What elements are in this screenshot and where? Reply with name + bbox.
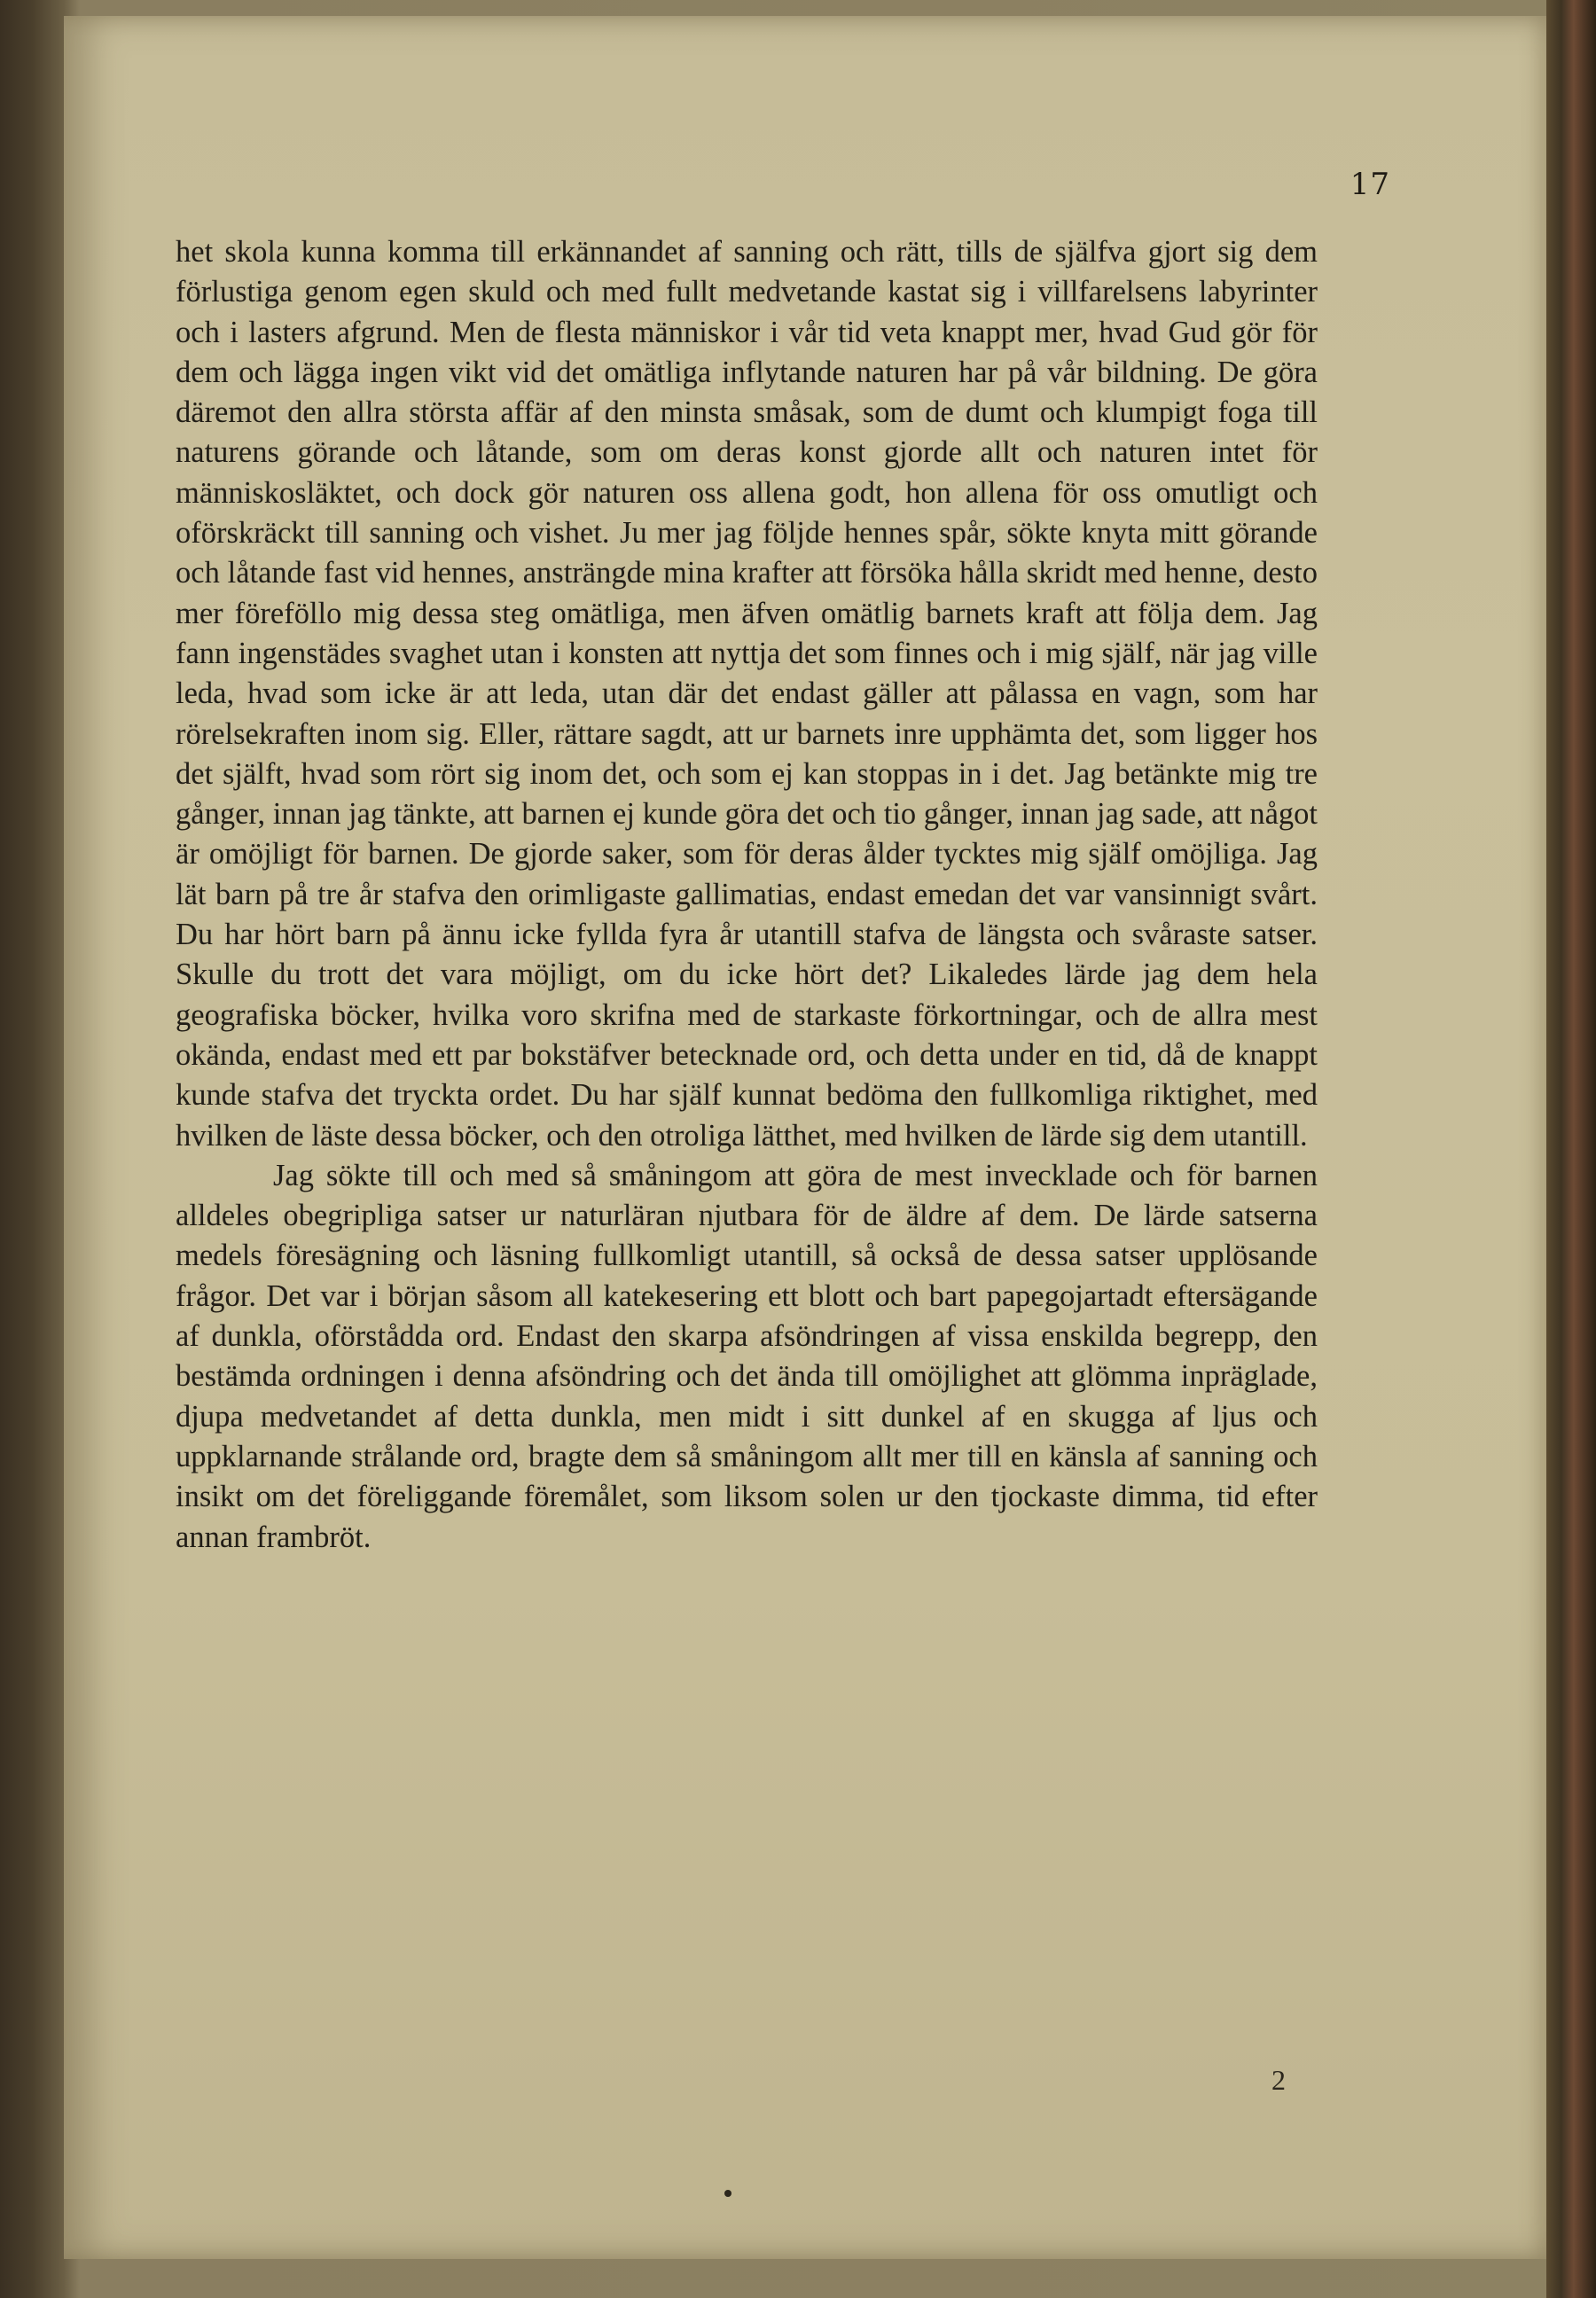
page-number: 17 <box>1350 167 1390 202</box>
paragraph-1: het skola kunna komma till erkännandet af sanning och rätt, tills de själfva gjort sig dem förlustiga genom egen skuld och med fullt medvetande kastat sig i villfarelsens labyrinter och i lasters afgrund. Men de flesta människor i vår tid veta knappt mer, hvad Gud gör för dem och lägga ingen vikt vid det omätliga inflytande naturen har på vår bildning. De göra däremot den allra största affär af den minsta småsak, som de dumt och klumpigt foga till naturens görande och låtande, som om deras konst gjorde allt och naturen intet för människosläktet, och dock gör naturen oss allena godt, hon allena för oss omutligt och oförskräckt till sanning och vishet. Ju mer jag följde hennes spår, sökte knyta mitt görande och låtande fast vid hennes, ansträngde mina krafter att försöka hålla skridt med henne, desto mer föreföllo mig dessa steg omätliga, men äfven omätlig barnets kraft att följa dem. Jag fann ingenstädes svaghet utan i konsten att nyttja det som finnes och i mig själf, när jag ville leda, hvad som icke är att leda, utan där det endast gäller att pålassa en vagn, som har rörelsekraften inom sig. Eller, rättare sagdt, att ur barnets inre upphämta det, som ligger hos det själft, hvad som rört sig inom det, och som ej kan stoppas in i det. Jag betänkte mig tre gånger, innan jag tänkte, att barnen ej kunde göra det och tio gånger, innan jag sade, att något är omöjligt för barnen. De gjorde saker, som för deras ålder tycktes mig själf omöjliga. Jag lät barn på tre år stafva den orimligaste gallimatias, endast emedan det var vansinnigt svårt. Du har hört barn på ännu icke fyllda fyra år utantill stafva de längsta och svåraste satser. Skulle du trott det vara möjligt, om du icke hört det? Likaledes lärde jag dem hela geografiska böcker, hvilka voro skrifna med de starkaste förkortningar, och de allra mest okända, endast med ett par bokstäfver betecknade ord, och detta under en tid, då de knappt kunde stafva det tryckta ordet. Du har själf kunnat bedöma den fullkomliga riktighet, med hvilken de läste dessa böcker, och den otroliga lätthet, med hvilken de lärde sig dem utantill. <box>176 235 1318 1153</box>
ink-dot <box>724 2190 732 2197</box>
signature-mark: 2 <box>1271 2064 1286 2096</box>
book-edge <box>1546 0 1596 2298</box>
body-text <box>176 232 1318 1558</box>
paragraph-2: Jag sökte till och med så småningom att göra de mest invecklade och för barnen alldeles obegripliga satser ur naturläran njutbara för de äldre af dem. De lärde satserna medels föresägning och läsning fullkomligt utantill, så också de dessa satser upplösande frågor. Det var i början såsom all katekesering ett blott och bart papegojartadt eftersägande af dunkla, oförstådda ord. Endast den skarpa afsöndringen af vissa enskilda begrepp, den bestämda ordningen i denna afsöndring och det ända till omöjlighet att glömma inpräglade, djupa medvetandet af detta dunkla, men midt i sitt dunkel af en skugga af ljus och uppklarnande strålande ord, bragte dem så småningom allt mer till en känsla af sanning och insikt om det föreliggande föremålet, som liksom solen ur den tjockaste dimma, tid efter annan frambröt. <box>176 1158 1318 1554</box>
